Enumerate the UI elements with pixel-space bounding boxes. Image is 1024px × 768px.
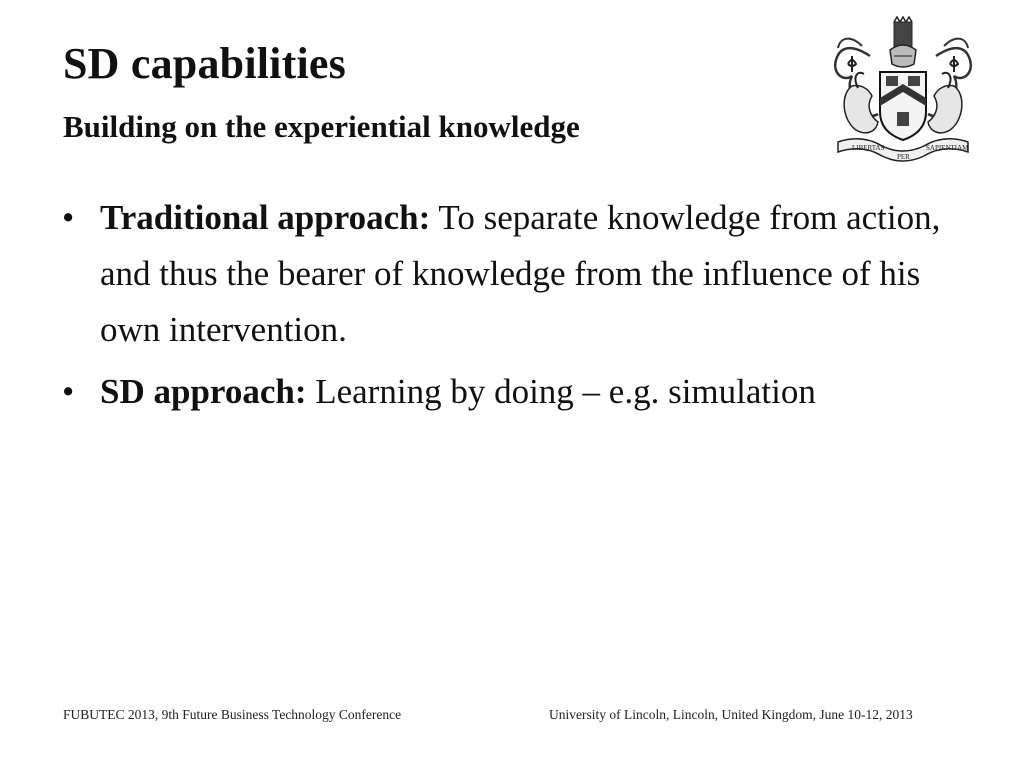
bullet-marker: • xyxy=(62,198,75,237)
university-coat-of-arms-icon xyxy=(822,16,984,164)
bullet-label: SD approach: xyxy=(100,372,307,411)
bullet-list xyxy=(62,190,962,426)
slide-subtitle: Building on the experiential knowledge xyxy=(63,109,580,144)
bullet-text: To separate knowledge from action, and thus the bearer of knowledge from the influence of his own intervention. xyxy=(100,198,941,349)
bullet-marker: • xyxy=(62,372,75,411)
slide-title: SD capabilities xyxy=(63,39,346,88)
footer-conference: FUBUTEC 2013, 9th Future Business Technology Conference xyxy=(63,707,402,722)
footer-location: University of Lincoln, Lincoln, United Kingdom, June 10-12, 2013 xyxy=(549,707,913,722)
bullet-label: Traditional approach: xyxy=(100,198,431,237)
motto-right-text: SAPIENTIAM xyxy=(926,144,969,152)
bullet-text: Learning by doing – e.g. simulation xyxy=(306,372,816,411)
motto-center-text: PER xyxy=(897,153,910,161)
motto-left-text: LIBERTAS xyxy=(852,144,885,152)
list-item xyxy=(62,190,962,358)
list-item xyxy=(62,364,962,420)
